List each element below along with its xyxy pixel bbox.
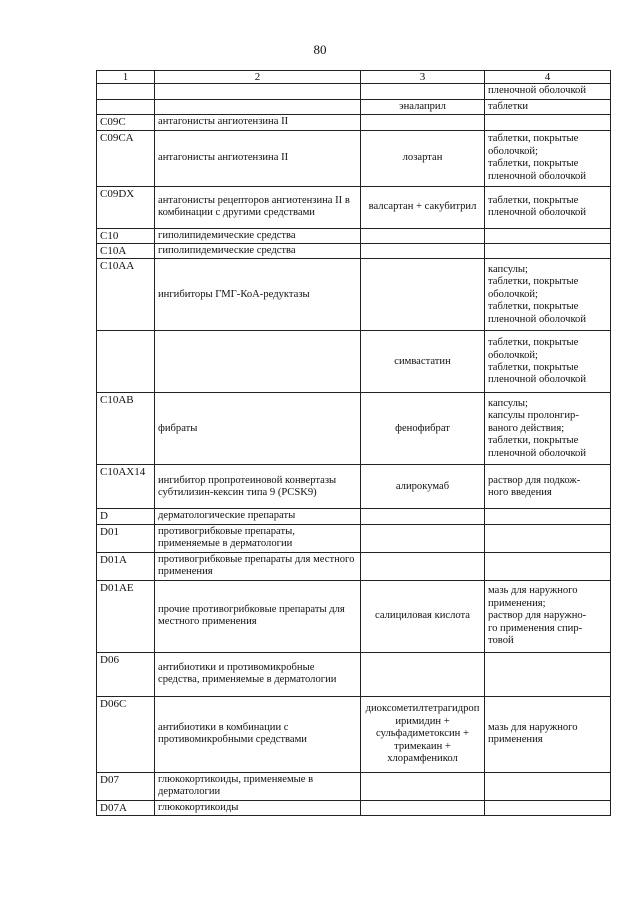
cell-dosage-forms (485, 524, 611, 552)
table-row (97, 115, 611, 130)
dosage-form-line: товой (488, 634, 514, 646)
dosage-form-line: капсулы; (488, 263, 528, 275)
dosage-form-line: ного введения (488, 486, 552, 498)
dosage-form-line: капсулы; (488, 397, 528, 409)
cell-atc-code: D01AE (97, 580, 155, 652)
dosage-form-line: таблетки, покрытые (488, 361, 579, 373)
table-row (97, 772, 611, 800)
dosage-form-line: таблетки, покрытые (488, 133, 579, 145)
cell-pharmacological-group (155, 331, 361, 393)
cell-dosage-forms (485, 465, 611, 509)
dosage-form-line: мазь для наружного (488, 585, 578, 597)
dosage-form-line: таблетки, покрытые (488, 337, 579, 349)
cell-dosage-forms (485, 186, 611, 228)
cell-drug-name (361, 800, 485, 815)
table-row (97, 696, 611, 772)
cell-dosage-forms (485, 393, 611, 465)
cell-dosage-forms (485, 696, 611, 772)
header-col-3: 3 (361, 71, 485, 84)
cell-drug-name (361, 244, 485, 259)
table-row (97, 652, 611, 696)
cell-drug-name (361, 259, 485, 331)
cell-pharmacological-group: антагонисты ангиотензина II (155, 130, 361, 186)
dosage-form-line: таблетки, покрытые (488, 301, 579, 313)
cell-pharmacological-group: гиполипидемические средства (155, 244, 361, 259)
cell-pharmacological-group: антагонисты рецепторов ангиотензина II в комбинации с другими средствами (155, 186, 361, 228)
cell-atc-code: D01 (97, 524, 155, 552)
cell-drug-name: эналаприл (361, 99, 485, 114)
cell-atc-code: D06 (97, 652, 155, 696)
cell-pharmacological-group: противогрибковые препараты для местного применения (155, 552, 361, 580)
header-col-2: 2 (155, 71, 361, 84)
dosage-form-line: таблетки, покрытые (488, 276, 579, 288)
cell-pharmacological-group: антибиотики и противомикробные средства, применяемые в дерматологии (155, 652, 361, 696)
table-row (97, 259, 611, 331)
dosage-form-line: капсулы пролонгир- (488, 410, 579, 422)
dosage-form-line: оболочкой; (488, 288, 538, 300)
table-row (97, 393, 611, 465)
cell-dosage-forms (485, 115, 611, 130)
table-row (97, 130, 611, 186)
cell-pharmacological-group: фибраты (155, 393, 361, 465)
table-row (97, 331, 611, 393)
dosage-form-line: ваного действия; (488, 422, 565, 434)
cell-pharmacological-group (155, 99, 361, 114)
table-row (97, 84, 611, 99)
table-row (97, 228, 611, 243)
table-row (97, 509, 611, 524)
cell-pharmacological-group: гиполипидемические средства (155, 228, 361, 243)
cell-pharmacological-group: глюкокортикоиды (155, 800, 361, 815)
cell-drug-name (361, 772, 485, 800)
table-row (97, 552, 611, 580)
cell-atc-code (97, 84, 155, 99)
cell-pharmacological-group: прочие противогрибковые препараты для местного применения (155, 580, 361, 652)
cell-atc-code: C10AB (97, 393, 155, 465)
drug-classification-table (96, 70, 611, 816)
cell-drug-name: валсартан + сакубитрил (361, 186, 485, 228)
cell-dosage-forms (485, 228, 611, 243)
dosage-form-line: пленочной оболочкой (488, 447, 587, 459)
cell-drug-name: диоксометилтетрагидропиримидин + сульфадиметоксин + тримекаин + хлорамфеникол (361, 696, 485, 772)
cell-pharmacological-group: ингибиторы ГМГ-КоА-редуктазы (155, 259, 361, 331)
cell-atc-code (97, 99, 155, 114)
dosage-form-line: мазь для наружного (488, 721, 578, 733)
cell-atc-code: D06C (97, 696, 155, 772)
cell-atc-code: C09CA (97, 130, 155, 186)
cell-dosage-forms (485, 509, 611, 524)
dosage-form-line: таблетки, покрытые (488, 158, 579, 170)
dosage-form-line: таблетки, покрытые (488, 194, 579, 206)
table-row (97, 244, 611, 259)
dosage-form-line: го применения спир- (488, 622, 583, 634)
table-row (97, 580, 611, 652)
cell-atc-code: C09DX (97, 186, 155, 228)
cell-atc-code: C10 (97, 228, 155, 243)
dosage-form-line: таблетки, покрытые (488, 435, 579, 447)
table-row (97, 99, 611, 114)
table-row (97, 465, 611, 509)
cell-drug-name: салициловая кислота (361, 580, 485, 652)
cell-dosage-forms (485, 652, 611, 696)
dosage-form-line: раствор для подкож- (488, 474, 581, 486)
cell-dosage-forms (485, 99, 611, 114)
dosage-form-line: пленочной оболочкой (488, 313, 587, 325)
cell-drug-name: фенофибрат (361, 393, 485, 465)
cell-drug-name (361, 228, 485, 243)
table-row (97, 186, 611, 228)
cell-pharmacological-group: ингибитор пропротеиновой конвертазы субтилизин-кексин типа 9 (PCSK9) (155, 465, 361, 509)
dosage-form-line: пленочной оболочкой (488, 374, 587, 386)
cell-drug-name: лозартан (361, 130, 485, 186)
cell-atc-code: D07 (97, 772, 155, 800)
dosage-form-line: оболочкой; (488, 145, 538, 157)
cell-drug-name (361, 84, 485, 99)
cell-atc-code: C09C (97, 115, 155, 130)
cell-pharmacological-group: дерматологические препараты (155, 509, 361, 524)
dosage-form-line: применения; (488, 597, 546, 609)
dosage-form-line: пленочной оболочкой (488, 207, 587, 219)
cell-drug-name (361, 652, 485, 696)
cell-dosage-forms (485, 244, 611, 259)
cell-drug-name: симвастатин (361, 331, 485, 393)
cell-pharmacological-group: противогрибковые препараты, применяемые в дерматологии (155, 524, 361, 552)
cell-pharmacological-group: антагонисты ангиотензина II (155, 115, 361, 130)
header-col-1: 1 (97, 71, 155, 84)
cell-atc-code: C10AA (97, 259, 155, 331)
cell-dosage-forms (485, 772, 611, 800)
table-header-row (97, 71, 611, 84)
cell-pharmacological-group (155, 84, 361, 99)
cell-atc-code: D (97, 509, 155, 524)
cell-atc-code (97, 331, 155, 393)
cell-atc-code: D07A (97, 800, 155, 815)
cell-dosage-forms (485, 130, 611, 186)
table-row (97, 524, 611, 552)
cell-drug-name (361, 524, 485, 552)
cell-dosage-forms (485, 331, 611, 393)
cell-dosage-forms (485, 84, 611, 99)
cell-pharmacological-group: антибиотики в комбинации с противомикробными средствами (155, 696, 361, 772)
cell-pharmacological-group: глюкокортикоиды, применяемые в дерматологии (155, 772, 361, 800)
dosage-form-line: таблетки (488, 100, 529, 112)
dosage-form-line: раствор для наружно- (488, 610, 587, 622)
cell-drug-name (361, 552, 485, 580)
cell-atc-code: C10A (97, 244, 155, 259)
page-number: 80 (313, 42, 327, 57)
dosage-form-line: применения (488, 734, 543, 746)
cell-dosage-forms (485, 259, 611, 331)
dosage-form-line: пленочной оболочкой (488, 85, 587, 97)
cell-drug-name (361, 115, 485, 130)
cell-drug-name: алирокумаб (361, 465, 485, 509)
cell-dosage-forms (485, 800, 611, 815)
cell-atc-code: D01A (97, 552, 155, 580)
cell-dosage-forms (485, 552, 611, 580)
header-col-4: 4 (485, 71, 611, 84)
cell-drug-name (361, 509, 485, 524)
table-body (97, 71, 611, 816)
dosage-form-line: оболочкой; (488, 349, 538, 361)
table-row (97, 800, 611, 815)
dosage-form-line: пленочной оболочкой (488, 170, 587, 182)
cell-dosage-forms (485, 580, 611, 652)
cell-atc-code: C10AX14 (97, 465, 155, 509)
